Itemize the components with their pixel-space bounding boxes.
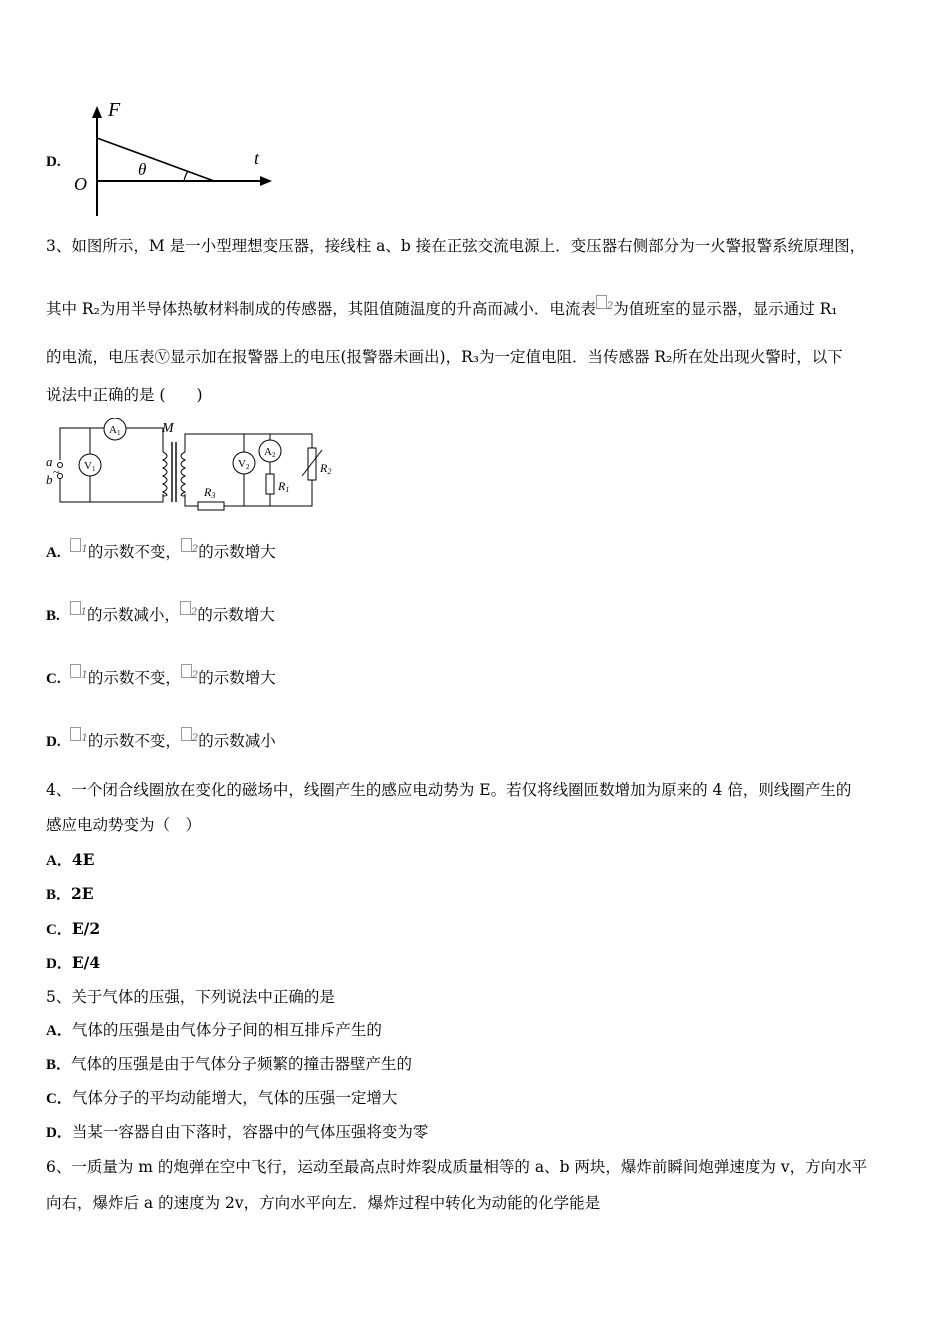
meter-icon [70,664,81,678]
q3-option-a: A. $^1$的示数不变， $^2$的示数增大 [46,542,276,563]
meter-icon [70,727,81,741]
q2-option-d-label: D. [46,154,61,170]
q3-text-line3: 的电流，电压表Ⓥ显示加在报警器上的电压(报警器未画出)，R₃为一定值电阻．当传感器 R₂所在处出现火警时，以下 [46,348,843,366]
q5-option-d: D．当某一容器自由下落时，容器中的气体压强将变为零 [46,1123,429,1141]
q3-text-line2: 其中 R₂为用半导体热敏材料制成的传感器，其阻值随温度的升高而减小．电流表 $^2$为值班室的显示器，显示通过 R₁ [46,299,838,319]
q6-text-line1: 6、一质量为 m 的炮弹在空中飞行，运动至最高点时炸裂成质量相等的 a、b 两块，爆炸前瞬间炮弹速度为 v，方向水平 [46,1158,868,1176]
q5-option-b: B．气体的压强是由于气体分子频繁的撞击器壁产生的 [46,1055,413,1073]
meter-icon [181,538,192,552]
r1-label: R1 [278,479,290,494]
q4-option-c: C．E/2 [46,919,101,938]
q4-text-line2: 感应电动势变为（ ） [46,816,202,834]
meter-icon [181,664,192,678]
x-axis-arrow [260,176,272,186]
force-line [97,138,214,181]
q4-option-d: D．E/4 [46,953,101,972]
terminal-a-label: a [46,454,53,469]
q4-text-line1: 4、一个闭合线圈放在变化的磁场中，线圈产生的感应电动势为 E。若仅将线圈匝数增加为原来的 4 倍，则线圈产生的 [46,781,852,799]
transformer-label: M [162,421,174,436]
y-axis-label: F [108,99,121,121]
a1-label: A1 [109,424,121,437]
q3-option-c: C. $^1$的示数不变， $^2$的示数增大 [46,668,276,689]
q4-option-a: A．4E [46,850,95,869]
q5-option-a: A．气体的压强是由气体分子间的相互排斥产生的 [46,1021,382,1039]
meter-icon [180,601,191,615]
resistor-r3 [198,502,224,510]
resistor-r2 [308,448,316,480]
transformer-circuit-diagram [40,418,340,516]
r3-label: R3 [204,485,216,500]
ammeter-2-icon [596,295,607,309]
y-axis-arrow [92,106,102,118]
angle-arc [184,171,188,181]
ac-source-symbol: ~ [53,465,60,479]
q5-text-line1: 5、关于气体的压强，下列说法中正确的是 [46,988,335,1006]
q3-text-line1: 3、如图所示，M 是一小型理想变压器，接线柱 a、b 接在正弦交流电源上．变压器右侧部分为一火警报警系统原理图， [46,237,866,255]
meter-icon [181,727,192,741]
force-time-graph [68,98,278,220]
v2-label: V2 [238,458,250,471]
a2-label: A2 [264,446,276,459]
q5-option-c: C．气体分子的平均动能增大，气体的压强一定增大 [46,1089,398,1107]
origin-label: O [74,174,87,194]
q3-text-line4: 说法中正确的是 ( ) [46,386,203,404]
resistor-r1 [266,474,274,494]
q3-option-b: B. $^1$的示数减小， $^2$的示数增大 [46,605,275,626]
q4-option-b: B．2E [46,884,94,903]
angle-label: θ [138,160,147,179]
terminal-b-label: b [46,472,53,487]
x-axis-label: t [254,148,260,168]
meter-icon [70,538,81,552]
meter-icon [70,601,81,615]
q3-option-d: D. $^1$的示数不变， $^2$的示数减小 [46,731,276,752]
v1-label: V1 [84,460,96,473]
r2-label: R2 [320,461,332,476]
q6-text-line2: 向右，爆炸后 a 的速度为 2v，方向水平向左．爆炸过程中转化为动能的化学能是 [46,1194,601,1212]
